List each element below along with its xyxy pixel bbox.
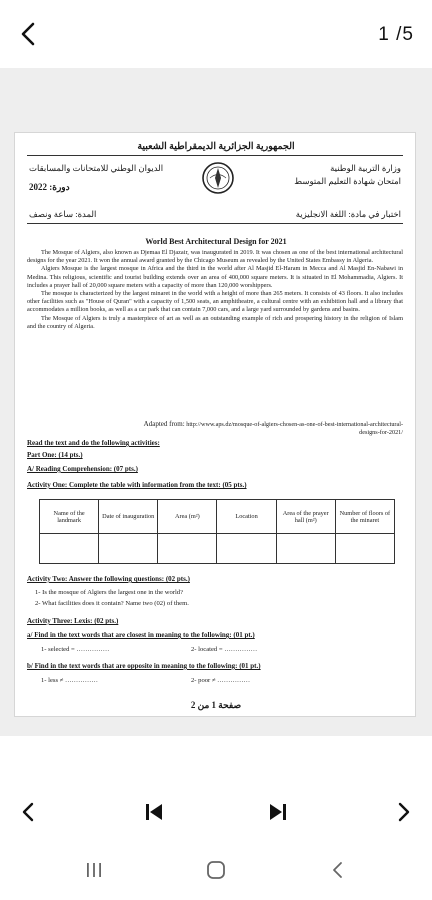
table-header: Name of the landmark bbox=[40, 500, 99, 534]
header-bottom-divider bbox=[27, 223, 403, 224]
office-label: الديوان الوطني للامتحانات والمسابقات bbox=[29, 163, 164, 173]
page-footer: صفحة 1 من 2 bbox=[190, 700, 242, 710]
emblem-icon bbox=[201, 159, 235, 197]
table-header-row bbox=[40, 500, 395, 534]
table-cell bbox=[99, 534, 158, 564]
skip-last-icon bbox=[267, 801, 289, 823]
home-button[interactable] bbox=[196, 850, 236, 890]
subject-label: اختبار في مادة: اللغة الانجليزية bbox=[295, 209, 401, 219]
main-instruction: Read the text and do the following activities: bbox=[27, 439, 160, 447]
paragraph: The Mosque of Algiers is truly a masterpiece of art as well as an outstanding example of rich and prospering history in the religion of Islam and the country of Algeria. bbox=[27, 314, 403, 330]
first-page-button[interactable] bbox=[138, 796, 170, 828]
table-cell bbox=[158, 534, 217, 564]
table-cell bbox=[40, 534, 99, 564]
lexis-b-heading: b/ Find in the text words that are opposite in meaning to the following: (01 pt.) bbox=[27, 662, 261, 670]
source-url: http://www.aps.dz/mosque-of-algiers-chosen-as-one-of-best-international-architectural-designs-for-2021/ bbox=[186, 421, 403, 436]
lexis-item: 2- poor ≠ …………… bbox=[191, 677, 251, 684]
paragraph: The mosque is characterized by the largest minaret in the world with a height of more than 265 meters. It consists of 43 floors. It also includes other facilities such as "House of Quran" with a capacity of 1,500 seats, an amphitheatre, a cultural centre with an exhibition hall and a library that accommodates a million books, as well as a car park that can contain 7,000 cars, and a large yard surrounded by gardens and basins. bbox=[27, 290, 403, 314]
system-back-button[interactable] bbox=[318, 850, 358, 890]
passage-title: World Best Architectural Design for 2021 bbox=[145, 237, 287, 246]
part-one-heading: Part One: (14 pts.) bbox=[27, 451, 83, 459]
info-table bbox=[39, 499, 395, 564]
reading-passage bbox=[27, 249, 403, 331]
table-header: Date of inauguration bbox=[99, 500, 158, 534]
table-cell bbox=[217, 534, 276, 564]
page-counter: 1 /5 bbox=[378, 24, 414, 45]
lexis-a-heading: a/ Find in the text words that are closest in meaning to the following: (01 pt.) bbox=[27, 631, 255, 639]
lexis-item: 1- selected = …………… bbox=[41, 646, 110, 653]
paragraph: Algiers Mosque is the largest mosque in Africa and the third in the world after Al Masjid El-Haram in Mecca and Al Masjid En-Nabawi in Medina. This religious, scientific and tourist building extends over an area of 400,000 square meters. It is situated in El Mohammadia, Algiers. It includes a prayer hall of 20,000 square meters with a capacity of more than 120,000 worshippers. bbox=[27, 265, 403, 289]
chevron-left-icon bbox=[19, 801, 37, 823]
table-header: Number of floors of the minaret bbox=[335, 500, 394, 534]
last-page-button[interactable] bbox=[262, 796, 294, 828]
chevron-right-icon bbox=[395, 801, 413, 823]
header-divider bbox=[27, 155, 403, 156]
table-header: Area (m²) bbox=[158, 500, 217, 534]
system-back-icon bbox=[329, 860, 347, 880]
recents-icon bbox=[84, 860, 104, 880]
paragraph: The Mosque of Algiers, also known as Djemaa El Djazair, was inaugurated in 2019. It was chosen as one of the best international architectural designs for the year 2021. It won the annual award granted by the Chicago Museum as revealed by the United States Embassy in Algeria. bbox=[27, 249, 403, 265]
top-bar bbox=[0, 0, 432, 68]
question-item: 2- What facilities does it contain? Name two (02) of them. bbox=[35, 600, 189, 607]
question-item: 1- Is the mosque of Algiers the largest one in the world? bbox=[35, 589, 184, 596]
previous-page-button[interactable] bbox=[12, 796, 44, 828]
ministry-label: وزارة التربية الوطنية bbox=[330, 163, 401, 173]
adapted-label: Adapted from: bbox=[143, 420, 185, 428]
chevron-left-icon bbox=[17, 21, 39, 47]
table-cell bbox=[276, 534, 335, 564]
activity-one-heading: Activity One: Complete the table with information from the text: (05 pts.) bbox=[27, 481, 247, 489]
session-label: دورة: 2022 bbox=[29, 182, 70, 192]
reading-comprehension-heading: A/ Reading Comprehension: (07 pts.) bbox=[27, 465, 138, 473]
table-row bbox=[40, 534, 395, 564]
exam-label: امتحان شهادة التعليم المتوسط bbox=[294, 176, 401, 186]
bottom-navigation bbox=[0, 736, 432, 900]
document-page[interactable] bbox=[14, 132, 416, 717]
next-page-button[interactable] bbox=[388, 796, 420, 828]
lexis-item: 1- less ≠ …………… bbox=[41, 677, 98, 684]
duration-label: المدة: ساعة ونصف bbox=[29, 209, 97, 219]
activity-two-heading: Activity Two: Answer the following questions: (02 pts.) bbox=[27, 575, 190, 583]
table-header: Area of the prayer hall (m²) bbox=[276, 500, 335, 534]
home-icon bbox=[205, 859, 227, 881]
lexis-item: 2- located = …………… bbox=[191, 646, 258, 653]
table-cell bbox=[335, 534, 394, 564]
republic-header: الجمهورية الجزائرية الديمقراطية الشعبية bbox=[137, 142, 295, 152]
recents-button[interactable] bbox=[74, 850, 114, 890]
table-header: Location bbox=[217, 500, 276, 534]
activity-three-heading: Activity Three: Lexis: (02 pts.) bbox=[27, 617, 119, 625]
skip-first-icon bbox=[143, 801, 165, 823]
source-citation bbox=[143, 421, 403, 436]
back-button[interactable] bbox=[12, 18, 44, 50]
